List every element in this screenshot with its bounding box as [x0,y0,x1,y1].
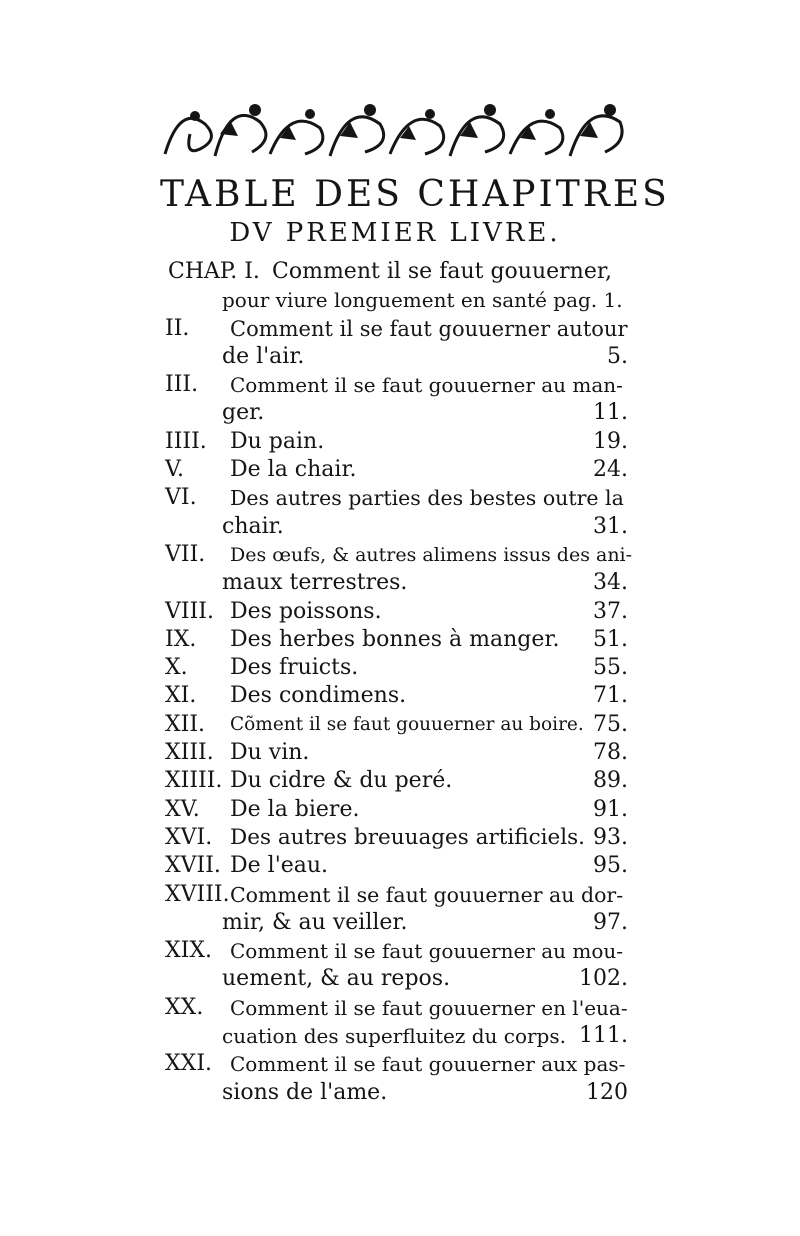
toc-line [0,598,800,626]
chapter-number: XIX. [165,938,213,964]
page-number: 91. [593,796,628,822]
toc-line [0,881,800,909]
chapter-title: Comment il se faut gouuerner autour [230,316,628,341]
chapter-title: Comment il se faut gouuerner au man- [230,373,623,398]
chapter-title: Des autres breuuages artificiels. [230,824,585,850]
chapter-title-continuation: uement, & au repos. [222,966,451,992]
chapter-title: Des fruicts. [230,655,359,681]
chapter-title: Comment il se faut gouuerner aux pas- [230,1052,626,1077]
chapter-title-continuation: maux terrestres. [222,570,408,596]
chapter-title: Comment il se faut gouuerner au mou- [230,939,624,964]
toc-line [0,852,800,880]
chapter-title: Cõment il se faut gouuerner au boire. [230,713,584,735]
toc-line [0,909,800,937]
chapter-number: II. [165,315,190,341]
toc-line [0,1050,800,1078]
toc-line [0,767,800,795]
toc-line [0,994,800,1022]
toc-line [0,456,800,484]
toc-line [0,626,800,654]
chapter-title: Des condimens. [230,683,407,709]
chapter-number: XX. [165,994,204,1020]
chapter-number: VII. [165,541,206,567]
toc-line [0,513,800,541]
page-number: 111. [579,1023,628,1049]
toc-line [0,315,800,343]
toc-line [0,541,800,569]
chapter-title: Des œufs, & autres alimens issus des ani- [230,543,633,566]
chapter-number: XXI. [165,1051,213,1077]
page-number: 93. [593,824,628,850]
toc-line [0,796,800,824]
page-number: 71. [593,683,628,709]
chapter-title-continuation: de l'air. [222,343,305,369]
chapter-number: VIII. [165,598,214,624]
page-number: 78. [593,740,628,766]
toc-line [0,399,800,427]
chapter-number: III. [165,372,199,398]
chapter-title: Du pain. [230,428,325,454]
page-number: 95. [593,853,628,879]
chapter-number: XI. [165,683,197,709]
table-of-contents [0,258,800,1107]
chapter-title: De l'eau. [230,853,329,879]
toc-line [0,824,800,852]
page-number: 120 [586,1079,628,1105]
chapter-number: IIII. [165,428,207,454]
chapter-title: Du cidre & du peré. [230,768,453,794]
chapter-title: De la chair. [230,457,357,483]
toc-line [0,371,800,399]
toc-line [0,937,800,965]
page-number: 102. [579,966,628,992]
table-title: TABLE DES CHAPITRES [160,174,670,215]
toc-line [0,1022,800,1050]
chapter-title: Des poissons. [230,598,382,624]
chapter-title: Du vin. [230,740,310,766]
page-number: 34. [593,570,628,596]
chapter-number: X. [165,655,188,681]
toc-line [0,739,800,767]
toc-line [0,711,800,739]
toc-line [0,428,800,456]
page-number: 19. [593,428,628,454]
chapter-number: XV. [165,796,200,822]
chapter-number: IX. [165,626,197,652]
page-number: 97. [593,909,628,935]
chapter-number: XIII. [165,740,214,766]
page-number: 37. [593,598,628,624]
page-number: 75. [593,711,628,737]
chapter-number: V. [165,457,185,483]
chapter-title-continuation: cuation des superfluitez du corps. [222,1024,566,1049]
chapter-title: Comment il se faut gouuerner en l'eua- [230,995,628,1020]
chapter-title: Des autres parties des bestes outre la [230,486,624,511]
chapter-title-continuation: pour viure longuement en santé pag. 1. [222,288,623,313]
page-number: 55. [593,655,628,681]
toc-line [0,1079,800,1107]
decorative-header-ornament [160,94,630,162]
chapter-number: XIIII. [165,768,223,794]
page-number: 24. [593,457,628,483]
chapter-title-continuation: ger. [222,400,265,426]
toc-line [0,343,800,371]
chapter-number: XVII. [165,853,221,879]
toc-line [0,569,800,597]
table-subtitle: DV PREMIER LIVRE. [229,218,561,248]
chapter-number: CHAP. I. [168,259,260,284]
chapter-number: XVI. [165,824,213,850]
chapter-title-continuation: chair. [222,513,284,539]
page-number: 31. [593,513,628,539]
toc-line [0,965,800,993]
chapter-number: XII. [165,711,206,737]
chapter-title: Des herbes bonnes à manger. [230,626,560,652]
toc-line [0,682,800,710]
page-number: 89. [593,768,628,794]
chapter-title: Comment il se faut gouuerner, [272,259,612,284]
chapter-number: VI. [165,485,197,511]
chapter-number: XVIII. [165,881,230,907]
toc-line [0,286,800,314]
toc-line [0,484,800,512]
toc-line [0,654,800,682]
chapter-title-continuation: sions de l'ame. [222,1079,388,1105]
page-number: 11. [593,400,628,426]
chapter-title-continuation: mir, & au veiller. [222,909,408,935]
chapter-title: De la biere. [230,796,360,822]
toc-line [0,258,800,286]
page-number: 51. [593,626,628,652]
chapter-title: Comment il se faut gouuerner au dor- [230,882,624,907]
page-number: 5. [607,343,628,369]
